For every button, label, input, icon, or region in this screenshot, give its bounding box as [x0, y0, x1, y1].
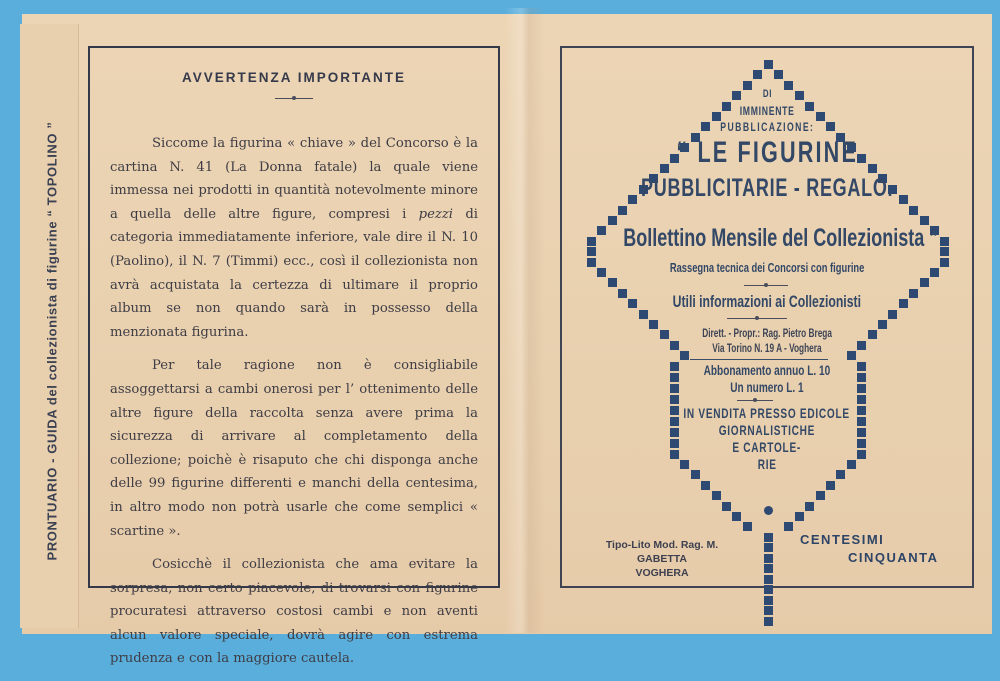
diamond-square	[764, 575, 773, 584]
diamond-square	[764, 617, 773, 626]
printer-name: Tipo-Lito Mod. Rag. M. GABETTA	[605, 539, 719, 565]
ornament-2	[727, 318, 787, 319]
printer-credit	[582, 538, 742, 580]
diamond-square	[909, 206, 918, 215]
single-issue-line: Un numero L. 1	[730, 379, 804, 395]
diamond-square	[670, 395, 679, 404]
warning-title: AVVERTENZA IMPORTANTE	[182, 70, 406, 85]
diamond-square	[743, 522, 752, 531]
price-line-1: CENTESIMI	[800, 532, 885, 547]
title-le-figurine: “ LE FIGURINE	[676, 136, 858, 169]
diamond-square	[764, 606, 773, 615]
printer-city: VOGHERA	[635, 567, 689, 579]
sale-line-2: GIORNALISTICHE	[718, 422, 816, 438]
diamond-square	[784, 522, 793, 531]
info-line: Utili informazioni ai Collezionisti	[672, 292, 862, 311]
diamond-square	[722, 502, 731, 511]
line-di: DI	[762, 88, 772, 100]
diamond-square	[712, 491, 721, 500]
diamond-square	[764, 60, 773, 69]
sale-line-3: E CARTOLE-	[732, 439, 802, 455]
ornament-3	[737, 400, 773, 401]
diamond-square	[805, 502, 814, 511]
center-fold	[505, 8, 545, 633]
diamond-square	[764, 533, 773, 542]
diamond-dot-icon	[764, 506, 773, 515]
diamond-square	[795, 512, 804, 521]
subtitle-rassegna: Rassegna tecnica dei Concorsi con figurine	[669, 260, 865, 275]
sale-line-4: RIE	[757, 456, 777, 472]
diamond-square	[764, 564, 773, 573]
spine-label	[32, 96, 72, 586]
sale-line-1: IN VENDITA PRESSO EDICOLE	[683, 405, 851, 421]
price-line-2: CINQUANTA	[848, 550, 939, 565]
line-pubblicazione: PUBBLICAZIONE:	[719, 120, 815, 134]
diamond-square	[764, 585, 773, 594]
diamond-square	[753, 70, 762, 79]
paragraph-2: Per tale ragione non è consigliabile assoggettarsi a cambi onerosi per l’ ottenimento delle altre figure della raccolta senza avere prima la sicurezza di arrivare al completamento della collezione; poichè è risaputo che chi disponga anche delle 99 figurine differenti e manchi della centesima, in altro modo non potrà usarle che come semplici « scartine ».	[110, 358, 478, 539]
right-panel-advert	[560, 46, 974, 588]
spine-title: PRONTUARIO - GUIDA del collezionista di figurine “ TOPOLINO ”	[44, 121, 60, 561]
diamond-square	[764, 554, 773, 563]
diamond-square	[732, 512, 741, 521]
diamond-square	[618, 206, 627, 215]
title-bollettino: Bollettino Mensile del Collezionista ”	[623, 224, 939, 252]
address-underline	[690, 359, 828, 360]
diamond-square	[816, 491, 825, 500]
paragraph-3: Cosicchè il collezionista che ama evitare la sorpresa, non certo piacevole, di trovarsi con figurine procuratesi attraverso costosi cambi e non aventi alcun valore speciale, dovrà agire con estrema prudenza e con la maggiore cautela.	[110, 557, 478, 667]
address-line: Via Torino N. 19 A - Voghera	[712, 343, 822, 355]
diamond-square	[764, 596, 773, 605]
title-ornament	[275, 98, 313, 99]
ornament-1	[744, 285, 788, 286]
diamond-square	[826, 481, 835, 490]
diamond-square	[774, 70, 783, 79]
title-pubblicitarie: PUBBLICITARIE - REGALO.	[640, 174, 894, 202]
paragraph-1: Siccome la figurina « chiave » del Concorso è la cartina N. 41 (La Donna fatale) la quale viene immessa nei prodotti in quantità notevolmente minore a quella delle altre figure, compresi i pezzi di categoria immediatamente inferiore, vale dire il N. 10 (Paolino), il N. 7 (Timmi) ecc., così il collezionista non avrà acquistata la certezza di ultimare il proprio album se non quando sarà in possesso della menzionata figurina.	[110, 136, 478, 340]
diamond-square	[920, 278, 929, 287]
subscription-line: Abbonamento annuo L. 10	[703, 362, 831, 378]
director-line: Dirett. - Propr.: Rag. Pietro Brega	[702, 328, 832, 340]
diamond-square	[857, 395, 866, 404]
diamond-square	[764, 543, 773, 552]
left-panel-warning	[88, 46, 500, 667]
warning-body	[110, 132, 478, 681]
diamond-square	[608, 278, 617, 287]
line-imminente: IMMINENTE	[739, 104, 795, 118]
diamond-square	[701, 481, 710, 490]
